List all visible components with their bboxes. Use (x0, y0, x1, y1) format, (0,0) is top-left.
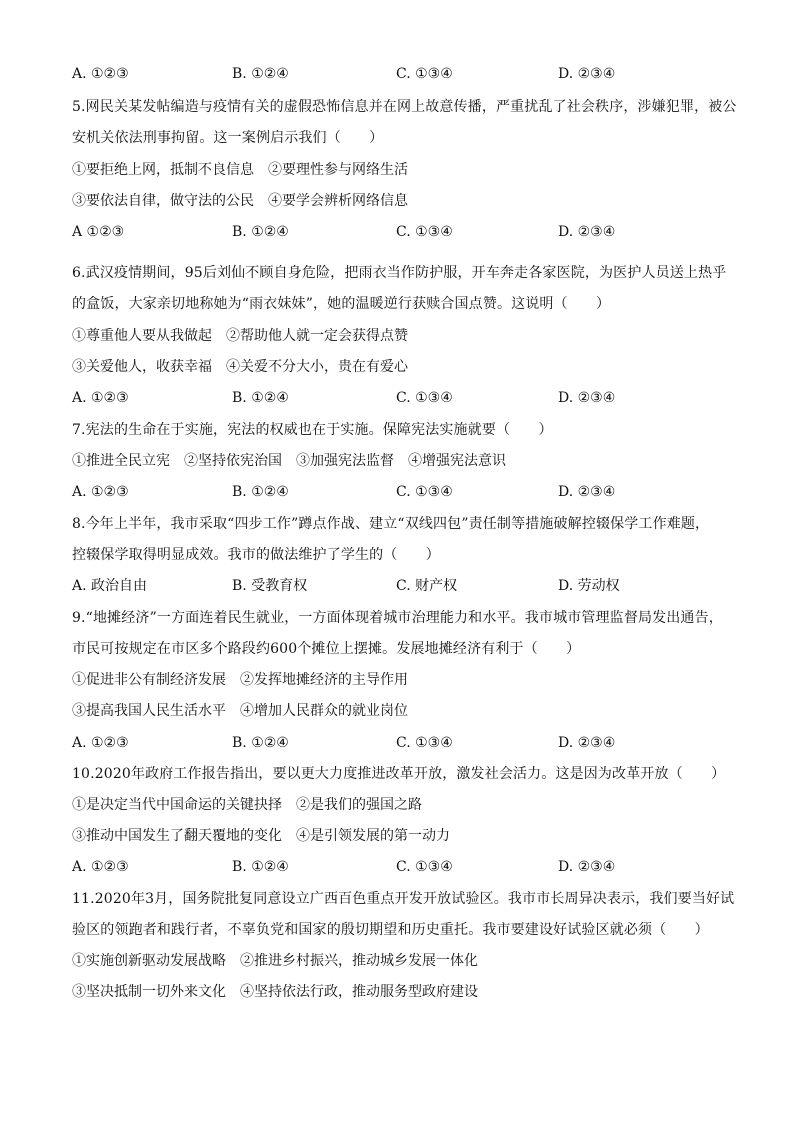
option-b: B. ①②④ (232, 735, 289, 751)
option-a: A ①②③ (72, 224, 125, 240)
option-d: D. ②③④ (558, 484, 616, 500)
q6-choice-line-1: ①尊重他人要从我做起 ②帮助他人就一定会获得点赞 (72, 328, 408, 344)
q9-choice-line-1: ①促进非公有制经济发展 ②发挥地摊经济的主导作用 (72, 672, 408, 688)
option-d: D. ②③④ (558, 224, 616, 240)
option-c: C. ①③④ (396, 66, 453, 82)
q9-stem-line-2: 市民可按规定在市区多个路段约600个摊位上摆摊。发展地摊经济有利于（ ） (72, 641, 581, 657)
option-a: A. ①②③ (72, 66, 129, 82)
q6-stem-line-2: 的盒饭，大家亲切地称她为“雨衣妹妹”，她的温暖逆行获赎合国点赞。这说明（ ） (72, 296, 611, 312)
q7-choice-line-1: ①推进全民立宪 ②坚持依宪治国 ③加强宪法监督 ④增强宪法意识 (72, 453, 506, 469)
q8-stem-line-1: 8.今年上半年，我市采取“四步工作”蹲点作战、建立“双线四包”责任制等措施破解控辍保学工作难题， (72, 516, 710, 532)
q9-choice-line-2: ③提高我国人民生活水平 ④增加人民群众的就业岗位 (72, 703, 408, 719)
q5-choice-line-2: ③要依法自律，做守法的公民 ④要学会辨析网络信息 (72, 193, 408, 209)
option-c: C. ①③④ (396, 224, 453, 240)
q10-stem-line-1: 10.2020年政府工作报告指出，要以更大力度推进改革开放，激发社会活力。这是因为改革开放（ ） (72, 766, 726, 782)
q11-choice-line-2: ③坚决抵制一切外来文化 ④坚持依法行政，推动服务型政府建设 (72, 984, 478, 1000)
q6-stem-line-1: 6.武汉疫情期间，95后刘仙不顾自身危险，把雨衣当作防护服，开车奔走各家医院，为医护人员送上热乎 (72, 265, 727, 281)
option-c: C. ①③④ (396, 390, 453, 406)
option-b: B. 受教育权 (232, 578, 308, 594)
q7-stem-line-1: 7.宪法的生命在于实施，宪法的权威也在于实施。保障宪法实施就要（ ） (72, 422, 553, 438)
option-a: A. ①②③ (72, 484, 129, 500)
option-d: D. 劳动权 (558, 578, 620, 594)
q5-stem-line-1: 5.网民关某发帖编造与疫情有关的虚假恐怖信息并在网上故意传播，严重扰乱了社会秩序，涉嫌犯罪，被公 (72, 99, 737, 115)
option-c: C. ①③④ (396, 735, 453, 751)
option-d: D. ②③④ (558, 390, 616, 406)
option-d: D. ②③④ (558, 859, 616, 875)
q8-stem-line-2: 控辍保学取得明显成效。我市的做法维护了学生的（ ） (72, 547, 440, 563)
q9-stem-line-1: 9.“地摊经济”一方面连着民生就业，一方面体现着城市治理能力和水平。我市城市管理监督局发出通告， (72, 610, 723, 626)
option-d: D. ②③④ (558, 66, 616, 82)
option-a: A. ①②③ (72, 390, 129, 406)
option-c: C. ①③④ (396, 484, 453, 500)
option-a: A. ①②③ (72, 859, 129, 875)
option-b: B. ①②④ (232, 390, 289, 406)
option-d: D. ②③④ (558, 735, 616, 751)
option-b: B. ①②④ (232, 224, 289, 240)
q11-choice-line-1: ①实施创新驱动发展战略 ②推进乡村振兴，推动城乡发展一体化 (72, 953, 478, 969)
q10-choice-line-1: ①是决定当代中国命运的关键抉择 ②是我们的强国之路 (72, 797, 422, 813)
q6-choice-line-2: ③关爱他人，收获幸福 ④关爱不分大小，贵在有爱心 (72, 359, 408, 375)
q11-stem-line-2: 验区的领跑者和践行者，不辜负党和国家的殷切期望和历史重托。我市要建设好试验区就必须（ ） (72, 922, 709, 938)
q11-stem-line-1: 11.2020年3月，国务院批复同意设立广西百色重点开发开放试验区。我市市长周异决表示，我们要当好试 (72, 891, 735, 907)
option-b: B. ①②④ (232, 484, 289, 500)
option-c: C. ①③④ (396, 859, 453, 875)
option-b: B. ①②④ (232, 66, 289, 82)
option-a: A. 政治自由 (72, 578, 148, 594)
option-a: A. ①②③ (72, 735, 129, 751)
option-b: B. ①②④ (232, 859, 289, 875)
q10-choice-line-2: ③推动中国发生了翻天覆地的变化 ④是引领发展的第一动力 (72, 828, 450, 844)
q5-choice-line-1: ①要拒绝上网，抵制不良信息 ②要理性参与网络生活 (72, 162, 408, 178)
option-c: C. 财产权 (396, 578, 458, 594)
q5-stem-line-2: 安机关依法刑事拘留。这一案例启示我们（ ） (72, 130, 384, 146)
